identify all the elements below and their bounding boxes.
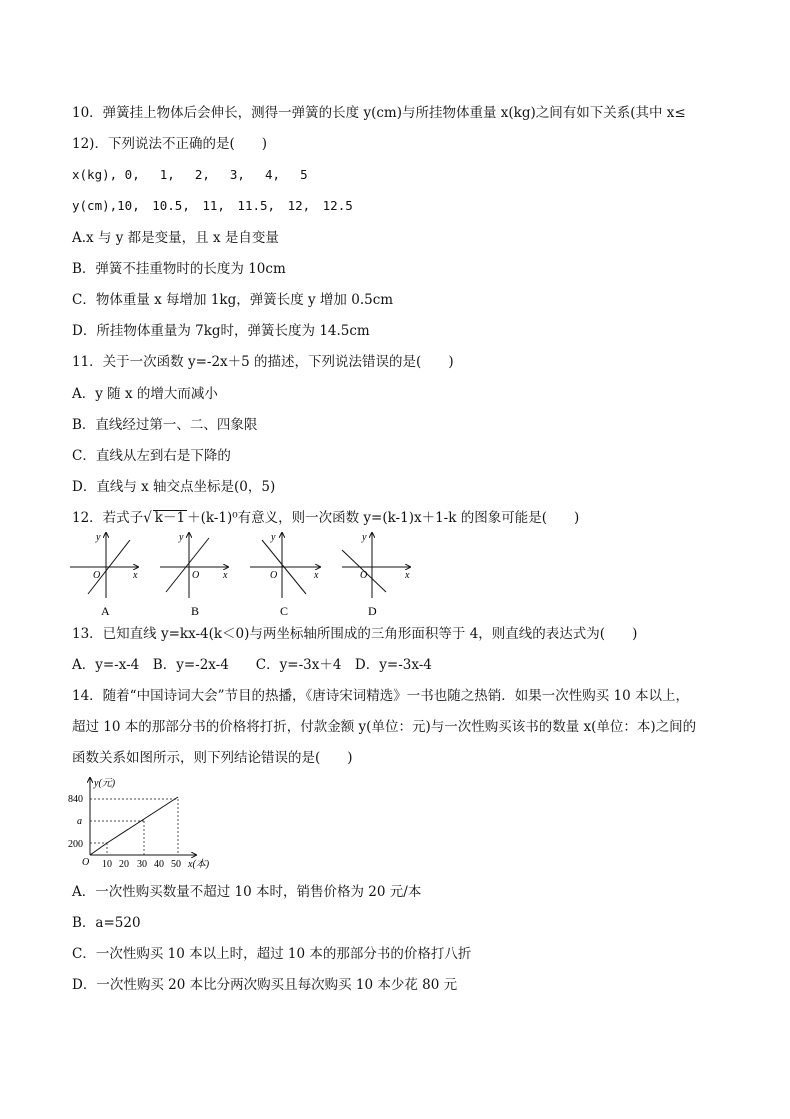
q10-option-a: A.x 与 y 都是变量，且 x 是自变量 bbox=[72, 230, 279, 246]
q12-graph-b bbox=[160, 532, 228, 618]
q10-option-d: D．所挂物体重量为 7kg时，弹簧长度为 14.5cm bbox=[72, 323, 370, 339]
q14-option-c: C．一次性购买 10 本以上时，超过 10 本的那部分书的价格打八折 bbox=[72, 946, 472, 962]
q12-a-x-label: x bbox=[133, 570, 138, 581]
q12-b-y-label: y bbox=[179, 532, 184, 543]
q12-c-y-label: y bbox=[271, 532, 276, 543]
q14-graph bbox=[66, 775, 226, 871]
q14-stem-line3: 函数关系如图所示，则下列结论错误的是( ) bbox=[72, 750, 353, 766]
q14-x-tick-20: 20 bbox=[119, 859, 129, 870]
q12-b-origin: O bbox=[192, 570, 200, 581]
q12-stem bbox=[72, 509, 579, 527]
q14-stem-line1: 14．随着“中国诗词大会”节目的热播，《唐诗宋词精选》一书也随之热销．如果一次性购买 10 本以上， bbox=[72, 688, 689, 704]
q12-graphs bbox=[66, 530, 426, 620]
q12-d-y-label: y bbox=[362, 532, 367, 543]
q10-stem-line1: 10．弹簧挂上物体后会伸长，测得一弹簧的长度 y(cm)与所挂物体重量 x(kg)之间有如下关系(其中 x≤ bbox=[72, 105, 686, 121]
q11-stem: 11．关于一次函数 y=-2x＋5 的描述，下列说法错误的是( ) bbox=[72, 354, 454, 370]
q12-b-x-label: x bbox=[223, 570, 228, 581]
q12-graph-d bbox=[342, 532, 410, 618]
q13-options: A．y=-x-4 B．y=-2x-4 C．y=-3x＋4 D．y=-3x-4 bbox=[72, 657, 432, 673]
q10-option-c: C．物体重量 x 每增加 1kg，弹簧长度 y 增加 0.5cm bbox=[72, 292, 394, 308]
q12-c-x-label: x bbox=[314, 570, 319, 581]
q12-graph-c bbox=[250, 532, 320, 618]
q14-x-tick-40: 40 bbox=[154, 859, 164, 870]
q12-d-x-label: x bbox=[405, 570, 410, 581]
q11-option-d: D．直线与 x 轴交点坐标是(0，5) bbox=[72, 479, 276, 495]
q12-d-origin: O bbox=[360, 570, 368, 581]
q14-x-axis-label: x(本) bbox=[188, 859, 210, 870]
q13-stem: 13．已知直线 y=kx-4(k＜0)与两坐标轴所围成的三角形面积等于 4，则直线的表达式为( ) bbox=[72, 626, 638, 642]
sqrt-symbol: √ bbox=[143, 509, 152, 527]
q12-graph-a bbox=[70, 532, 138, 618]
q14-option-d: D．一次性购买 20 本比分两次购买且每次购买 10 本少花 80 元 bbox=[72, 977, 458, 993]
q14-y-tick-200: 200 bbox=[68, 839, 83, 850]
q10-table-y-row: y(cm),10, 10.5, 11, 11.5, 12, 12.5 bbox=[72, 198, 353, 213]
q14-origin: O bbox=[82, 857, 90, 868]
q14-stem-line2: 超过 10 本的那部分书的价格将打折，付款金额 y(单位：元)与一次性购买该书的数量 x(单位：本)之间的 bbox=[72, 719, 697, 735]
q12-d-label: D bbox=[368, 604, 377, 618]
q14-y-tick-840: 840 bbox=[68, 794, 83, 805]
q14-x-tick-30: 30 bbox=[137, 859, 147, 870]
q14-y-axis-label: y(元) bbox=[94, 778, 116, 789]
q14-y-tick-a: a bbox=[77, 816, 82, 827]
q14-function-line bbox=[90, 797, 178, 855]
q12-a-label: A bbox=[101, 604, 110, 618]
q14-option-a: A．一次性购买数量不超过 10 本时，销售价格为 20 元/本 bbox=[72, 884, 422, 900]
q14-x-tick-10: 10 bbox=[102, 859, 112, 870]
q12-c-label: C bbox=[280, 604, 289, 618]
q10-table-x-row: x(kg), 0, 1, 2, 3, 4, 5 bbox=[72, 167, 308, 182]
q11-option-b: B．直线经过第一、二、四象限 bbox=[72, 417, 258, 433]
q12-radicand: k－1 bbox=[154, 510, 186, 526]
q12-stem-after: ＋(k-1)⁰有意义，则一次函数 y=(k-1)x＋1-k 的图象可能是( ) bbox=[187, 510, 580, 526]
q14-option-b: B．a=520 bbox=[72, 915, 141, 931]
q14-x-tick-50: 50 bbox=[171, 859, 181, 870]
q12-c-origin: O bbox=[270, 570, 278, 581]
q10-stem-line2: 12)．下列说法不正确的是( ) bbox=[72, 136, 267, 152]
q10-option-b: B．弹簧不挂重物时的长度为 10cm bbox=[72, 261, 286, 277]
q12-b-label: B bbox=[191, 604, 200, 618]
q11-option-a: A．y 随 x 的增大而减小 bbox=[72, 386, 218, 402]
q12-a-origin: O bbox=[93, 570, 101, 581]
q12-a-y-label: y bbox=[96, 532, 101, 543]
q12-stem-before: 12．若式子 bbox=[72, 510, 144, 526]
q11-option-c: C．直线从左到右是下降的 bbox=[72, 448, 231, 464]
